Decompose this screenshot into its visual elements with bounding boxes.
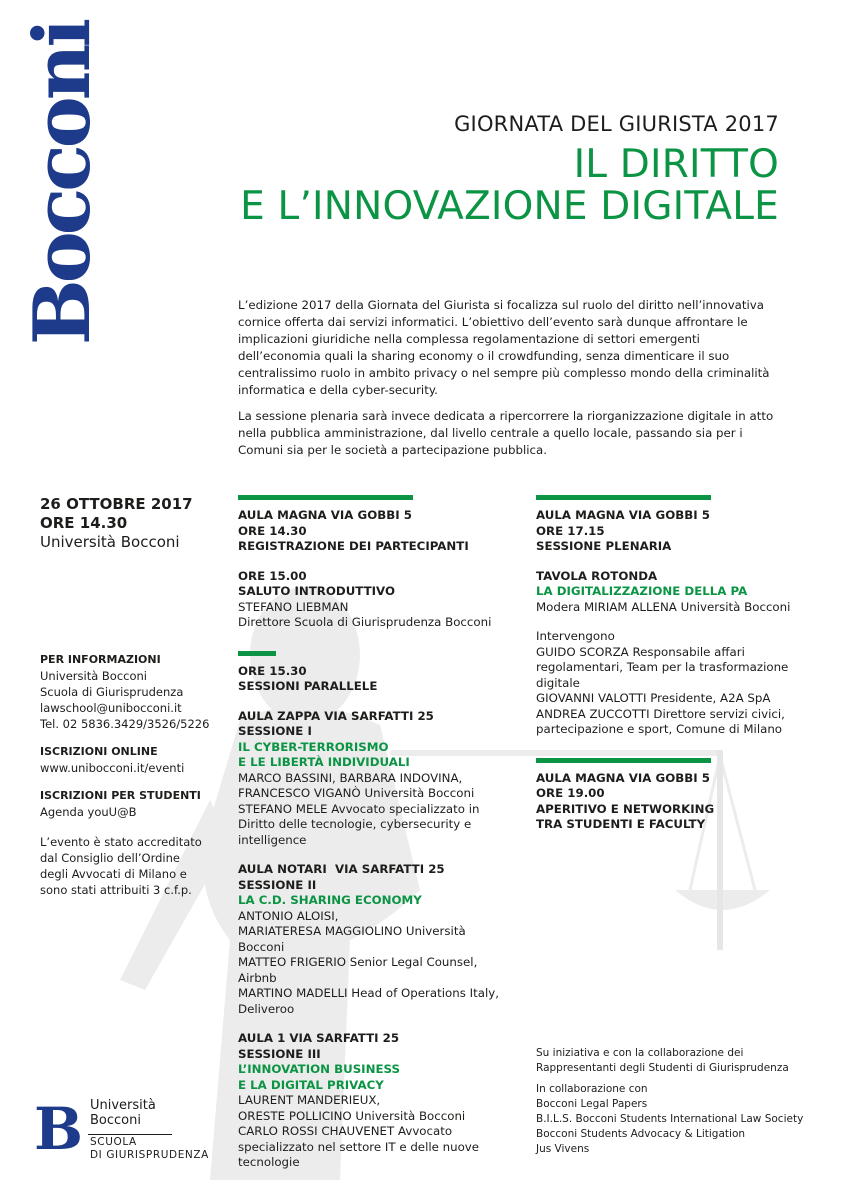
- moderator-prefix: Modera: [536, 599, 584, 614]
- speaker-affiliation: Head of Operations Italy, Deliveroo: [238, 986, 499, 1016]
- online-url-link[interactable]: www.unibocconi.it/eventi: [40, 761, 185, 775]
- logo-letter: B: [34, 1095, 84, 1163]
- collaboration-heading: In collaborazione con: [536, 1083, 648, 1095]
- time-label: ORE 15.00: [238, 568, 307, 583]
- panelists-block: [536, 629, 796, 738]
- speaker-name: GIOVANNI VALOTTI: [536, 691, 647, 705]
- session-label: SESSIONE I: [238, 724, 312, 738]
- speaker-line: [238, 1124, 513, 1171]
- info-line: Università Bocconi: [40, 669, 147, 683]
- time-label: ORE 19.00: [536, 786, 605, 800]
- partner-name: Bocconi Legal Papers: [536, 1098, 648, 1110]
- speaker-affiliation: Avvocato specializzato in Diritto delle tecnologie, cybersecurity e intelligence: [238, 801, 480, 847]
- session-label: SESSIONE III: [238, 1046, 321, 1061]
- session-title: APERITIVO E NETWORKING: [536, 801, 715, 816]
- speaker-line: [238, 802, 513, 849]
- program-middle-column: [238, 495, 513, 1185]
- speaker-name: STEFANO LIEBMAN: [238, 599, 349, 614]
- time-label: ORE 14.30: [238, 523, 307, 538]
- title-line-2: E L’INNOVAZIONE DIGITALE: [240, 184, 779, 229]
- speaker-name: MARCO BASSINI, BARBARA INDOVINA,: [238, 770, 463, 785]
- info-heading: PER INFORMAZIONI: [40, 653, 161, 666]
- speaker-line: [536, 691, 796, 707]
- registration-block: [238, 508, 513, 555]
- welcome-block: [238, 569, 513, 631]
- speaker-name: MATTEO FRIGERIO: [238, 955, 347, 969]
- session-topic: E LA DIGITAL PRIVACY: [238, 1077, 384, 1092]
- session-label: SESSIONE II: [238, 877, 317, 892]
- session-title: SESSIONI PARALLELE: [238, 679, 378, 693]
- section-divider: [536, 758, 711, 763]
- title-line-1: IL DIRITTO: [573, 142, 779, 187]
- event-time: ORE 14.30: [40, 514, 128, 532]
- session-topic: IL CYBER-TERRORISMO: [238, 739, 389, 754]
- speaker-name: FRANCESCO VIGANÒ: [238, 786, 361, 800]
- school-name-line: Università: [90, 1098, 156, 1113]
- partner-name: B.I.L.S. Bocconi Students International Law Society: [536, 1113, 804, 1125]
- event-date-block: [40, 495, 220, 552]
- school-subtitle: [90, 1136, 209, 1162]
- room-label: AULA ZAPPA VIA SARFATTI 25: [238, 708, 434, 723]
- speaker-name: MIRIAM ALLENA: [583, 599, 677, 614]
- section-divider: [238, 651, 276, 656]
- speaker-affiliation: Responsabile affari regolamentari, Team per la trasformazione digitale: [536, 644, 789, 690]
- speaker-name: CARLO ROSSI CHAUVENET: [238, 1124, 395, 1138]
- time-label: ORE 15.30: [238, 663, 307, 678]
- students-text: Agenda youU@B: [40, 805, 137, 819]
- partner-name: Jus Vivens: [536, 1143, 590, 1155]
- speaker-name: STEFANO MELE: [238, 801, 328, 816]
- session-title: SESSIONE PLENARIA: [536, 539, 672, 553]
- room-label: AULA MAGNA VIA GOBBI 5: [536, 508, 710, 522]
- session-topic: LA C.D. SHARING ECONOMY: [238, 893, 422, 907]
- school-name: [90, 1098, 209, 1162]
- program-right-column: [536, 495, 796, 847]
- speaker-name: ORESTE POLLICINO: [238, 1108, 352, 1123]
- session-1: [238, 709, 513, 849]
- students-heading: ISCRIZIONI PER STUDENTI: [40, 789, 201, 802]
- room-label: AULA MAGNA VIA GOBBI 5: [536, 770, 710, 785]
- info-email-link[interactable]: lawschool@unibocconi.it: [40, 701, 182, 715]
- session-topic: E LE LIBERTÀ INDIVIDUALI: [238, 755, 410, 769]
- speaker-name: ANDREA ZUCCOTTI: [536, 706, 650, 721]
- school-name-line: Bocconi: [90, 1113, 141, 1128]
- bocconi-b-logo: [34, 1095, 84, 1163]
- speaker-affiliation: Direttore Scuola di Giurisprudenza Bocconi: [238, 615, 492, 629]
- speaker-affiliation: Università Bocconi: [238, 924, 466, 954]
- page-title: [240, 144, 779, 228]
- section-divider: [238, 495, 413, 500]
- speaker-line: [536, 645, 796, 692]
- speaker-line: [238, 955, 513, 986]
- speaker-affiliation: Direttore servizi civici, partecipazione e sport, Comune di Milano: [536, 706, 785, 736]
- plenary-header: [536, 508, 796, 555]
- event-venue: Università Bocconi: [40, 533, 180, 551]
- speaker-affiliation: Università Bocconi: [351, 1108, 466, 1123]
- session-2: [238, 862, 513, 1017]
- speaker-line: [238, 1109, 513, 1125]
- room-label: AULA 1 VIA SARFATTI 25: [238, 1031, 400, 1045]
- speaker-name: ANTONIO ALOISI,: [238, 908, 339, 923]
- intro-paragraph-1: L’edizione 2017 della Giornata del Giurista si focalizza sul ruolo del diritto nell’innovativa cornice offerta dai servizi informatici. L’obiettivo dell’evento sarà dunque affrontare le implicazioni giuridiche nella complessa regolamentazione di settori emergenti dell’economia quali la sharing economy o il crowdfunding, senza dimenticare il suo centralissimo ruolo in ambito privacy o nel sempre più complesso mondo della criminalità informatica e della cyber-security.: [238, 298, 770, 397]
- info-phone: Tel. 02 5836.3429/3526/5226: [40, 717, 210, 731]
- speaker-line: [238, 924, 513, 955]
- online-heading: ISCRIZIONI ONLINE: [40, 745, 158, 758]
- room-label: AULA NOTARI VIA SARFATTI 25: [238, 862, 445, 876]
- parallel-sessions-header: [238, 664, 513, 695]
- speaker-affiliation: Senior Legal Counsel, Airbnb: [238, 955, 478, 985]
- partner-name: Bocconi Students Advocacy & Litigation: [536, 1128, 746, 1140]
- session-topic: LA DIGITALIZZAZIONE DELLA PA: [536, 584, 748, 598]
- school-subtitle-line: SCUOLA: [90, 1136, 137, 1148]
- intro-text: [238, 297, 783, 468]
- speaker-name: MARIATERESA MAGGIOLINO: [238, 924, 403, 938]
- accreditation-text: L’evento è stato accreditato dal Consiglio dell’Ordine degli Avvocati di Milano e sono stati attribuiti 3 c.f.p.: [40, 835, 202, 897]
- event-date: 26 OTTOBRE 2017: [40, 495, 193, 513]
- logo-text: Bocconi: [17, 21, 109, 346]
- session-label: TAVOLA ROTONDA: [536, 568, 658, 583]
- session-topic: L’INNOVATION BUSINESS: [238, 1062, 400, 1076]
- session-3: [238, 1031, 513, 1171]
- room-label: AULA MAGNA VIA GOBBI 5: [238, 508, 412, 522]
- speaker-name: LAURENT MANDERIEUX,: [238, 1093, 381, 1107]
- speaker-affiliation: Università Bocconi: [360, 786, 475, 800]
- school-subtitle-line: DI GIURISPRUDENZA: [90, 1149, 209, 1161]
- speaker-name: GUIDO SCORZA: [536, 644, 629, 659]
- bocconi-vertical-logo: [17, 21, 109, 346]
- session-title: SALUTO INTRODUTTIVO: [238, 584, 395, 598]
- sponsors-block: [536, 1046, 821, 1157]
- speaker-line: [238, 786, 513, 802]
- session-title: REGISTRAZIONE DEI PARTECIPANTI: [238, 539, 469, 553]
- session-title: TRA STUDENTI E FACULTY: [536, 817, 706, 831]
- info-block: [40, 652, 220, 898]
- initiative-text: Su iniziativa e con la collaborazione dei Rappresentanti degli Studenti di Giurisprudenza: [536, 1047, 789, 1074]
- moderator-line: [536, 600, 796, 616]
- event-kicker: GIORNATA DEL GIURISTA 2017: [454, 112, 779, 136]
- round-table-block: [536, 569, 796, 616]
- time-label: ORE 17.15: [536, 523, 605, 538]
- speaker-line: [238, 986, 513, 1017]
- footer-divider: [88, 1134, 172, 1135]
- speaker-affiliation: Università Bocconi: [676, 599, 791, 614]
- panelists-label: Intervengono: [536, 629, 615, 643]
- info-line: Scuola di Giurisprudenza: [40, 685, 184, 699]
- networking-block: [536, 771, 796, 833]
- speaker-line: [536, 707, 796, 738]
- speaker-name: MARTINO MADELLI: [238, 986, 348, 1000]
- speaker-affiliation: Presidente, A2A SpA: [646, 691, 771, 705]
- intro-paragraph-2: La sessione plenaria sarà invece dedicata a ripercorrere la riorganizzazione digitale in atto nella pubblica amministrazione, dal livello centrale a quello locale, passando sia per i Comuni sia per le società a partecipazione pubblica.: [238, 409, 774, 457]
- speaker-affiliation: Avvocato specializzato nel settore IT e delle nuove tecnologie: [238, 1124, 480, 1169]
- section-divider: [536, 495, 711, 500]
